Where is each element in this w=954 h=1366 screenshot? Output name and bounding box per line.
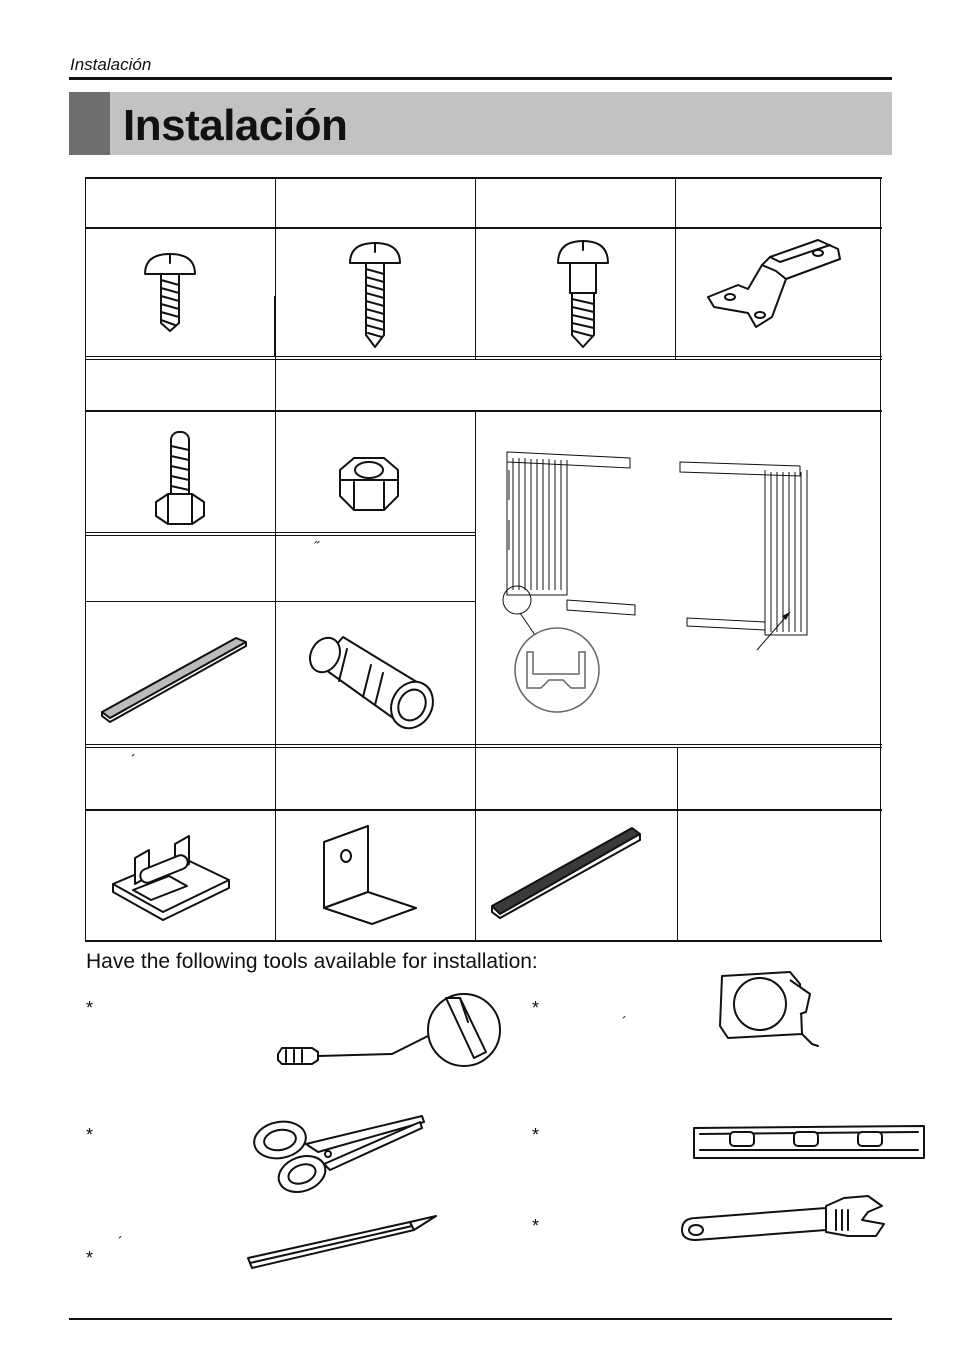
tool-bullet: *: [532, 998, 540, 1018]
label-accent: ´: [622, 1014, 627, 1031]
page-title: Instalación: [123, 101, 348, 150]
pan-head-screw-short-icon: [135, 245, 205, 340]
section-label: Instalación: [70, 55, 152, 74]
angle-bracket-icon: [318, 822, 428, 927]
tools-heading: Have the following tools available for installation:: [86, 950, 538, 973]
label-accent: ˝: [314, 539, 319, 556]
pan-head-screw-long-icon: [340, 237, 410, 352]
label-accent: ´: [118, 1234, 123, 1251]
tool-bullet: *: [532, 1216, 540, 1236]
side-curtain-panels-icon: [495, 440, 835, 720]
shoulder-screw-icon: [548, 235, 618, 350]
footer-rule: [69, 1318, 892, 1320]
scissors-icon: [246, 1110, 430, 1198]
header-rule: [69, 77, 892, 80]
screwdriver-icon: [272, 992, 504, 1074]
drain-connector-icon: [295, 625, 440, 735]
title-block: [69, 92, 110, 155]
clip-icon: [105, 820, 235, 925]
tape-measure-icon: [714, 964, 822, 1052]
hex-nut-icon: [334, 452, 404, 517]
mounting-bracket-icon: [700, 235, 845, 335]
sealing-strip-icon: [488, 822, 648, 922]
hex-bolt-icon: [150, 428, 210, 530]
adjustable-wrench-icon: [676, 1190, 890, 1260]
tool-bullet: *: [86, 998, 94, 1018]
level-icon: [690, 1122, 928, 1162]
foam-strip-icon: [96, 630, 251, 725]
tool-bullet: *: [86, 1125, 94, 1145]
tool-bullet: *: [532, 1125, 540, 1145]
label-accent: ´: [131, 752, 136, 769]
pencil-icon: [240, 1212, 440, 1272]
tool-bullet: *: [86, 1248, 94, 1268]
